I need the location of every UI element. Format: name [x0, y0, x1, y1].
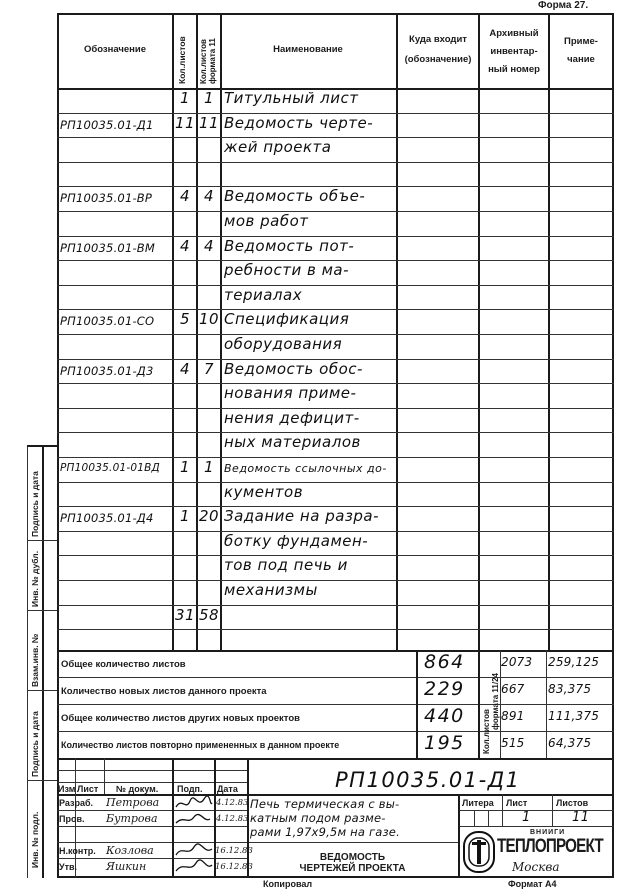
row-name: Ведомость ссылочных до-	[224, 462, 387, 475]
row-code: РП10035.01-СО	[60, 314, 155, 329]
tb-designation: РП10035.01-Д1	[335, 768, 521, 792]
summary-f1: 667	[501, 682, 525, 696]
col-naimenovanie: Наименование	[273, 44, 343, 55]
row-name: Ведомость обос-	[224, 359, 363, 378]
margin-podpis-data-1: Подпись и дата	[30, 471, 40, 537]
row-listov-formata: 4	[203, 236, 215, 255]
row-name: териалах	[224, 285, 303, 304]
form-label: Форма 27.	[538, 0, 589, 11]
row-listov-formata: 1	[203, 89, 215, 107]
row-name: мов работ	[224, 212, 309, 230]
tb-col-dokum: № докум.	[116, 784, 159, 794]
tb-doc-title-1: ВЕДОМОСТЬ	[319, 852, 386, 863]
teploproekt-logo-icon	[462, 830, 496, 874]
row-name: оборудования	[224, 335, 343, 353]
tb-doc-title-2: ЧЕРТЕЖЕЙ ПРОЕКТА	[299, 863, 406, 874]
margin-strip-inner	[27, 445, 28, 878]
row-listov-formata: 20	[198, 507, 220, 526]
summary-formata: формата 11/24	[491, 673, 500, 730]
summary-label: Общее количество листов других новых проектов	[61, 713, 300, 724]
summary-label: Количество листов повторно примененных в данном проекте	[61, 740, 340, 750]
summary-value: 440	[424, 705, 465, 727]
tb-n-kontr-label: Н.контр.	[59, 846, 96, 856]
row-name: Титульный лист	[224, 89, 359, 107]
row-listov-formata: 7	[203, 359, 215, 378]
tb-org-city: Москва	[512, 860, 560, 874]
row-code: РП10035.01-ВМ	[60, 240, 156, 255]
row-code: РП10035.01-01ВД	[60, 462, 160, 474]
tb-prov-label: Пров.	[59, 814, 85, 824]
row-name: Ведомость пот-	[224, 236, 355, 255]
tb-prov-name: Бутрова	[106, 812, 158, 825]
tb-org-top: ВНИИГИ	[530, 829, 566, 836]
row-name: Ведомость черте-	[224, 113, 374, 132]
tb-org-name: ТЕПЛОПРОЕКТ	[497, 836, 603, 857]
tb-utv-name: Яшкин	[106, 860, 147, 873]
summary-value: 229	[424, 678, 465, 700]
row-listov-formata: 1	[203, 458, 215, 476]
row-listov-formata: 4	[203, 187, 215, 206]
summary-f2: 111,375	[548, 709, 600, 723]
col-kuda-vhodit-1: Куда входит	[409, 34, 467, 45]
row-listov-formata: 11	[198, 113, 220, 132]
margin-vzam-inv: Взам.инв. №	[30, 633, 40, 687]
tb-list-label: Лист	[506, 798, 528, 808]
tb-listov-value: 11	[572, 810, 590, 825]
tb-razrab-label: Разраб.	[59, 798, 94, 808]
margin-inv-dubl: Инв. № дубл.	[30, 550, 40, 607]
tb-razrab-name: Петрова	[106, 796, 160, 809]
tb-utv-date: 16.12.83	[215, 862, 253, 872]
tb-col-data: Дата	[217, 784, 238, 794]
summary-f1: 2073	[501, 655, 533, 669]
row-listov: 4	[179, 236, 191, 255]
tb-list-value: 1	[522, 810, 531, 825]
row-listov: 11	[174, 113, 196, 132]
row-listov: 4	[179, 187, 191, 206]
summary-f1: 515	[501, 736, 525, 750]
row-name: тов под печь и	[224, 556, 348, 575]
row-code: РП10035.01-Д3	[60, 363, 154, 378]
col-kol-listov-formata: Кол.листов формата 11	[199, 38, 217, 84]
row-code: РП10035.01-Д4	[60, 511, 154, 526]
footer-kopiroval: Копировал	[263, 879, 313, 889]
tb-object-1: Печь термическая с вы-	[250, 797, 400, 811]
row-name: Спецификация	[224, 310, 350, 329]
row-listov-formata: 10	[198, 310, 220, 329]
col-arhiv-1: Архивный	[489, 28, 539, 39]
summary-label: Количество новых листов данного проекта	[61, 686, 267, 697]
row-listov: 5	[179, 310, 191, 329]
tb-listov-label: Листов	[556, 798, 589, 808]
row-code: РП10035.01-ВР	[60, 191, 153, 206]
summary-kol-listov: Кол.листов	[482, 709, 491, 754]
tb-razrab-date: 4.12.83	[216, 798, 249, 808]
col-primechanie-1: Приме-	[564, 36, 598, 47]
tb-object-2: катным подом разме-	[250, 811, 386, 825]
summary-label: Общее количество листов	[61, 659, 186, 670]
col-arhiv-2: инвентар-	[490, 46, 538, 57]
row-listov-formata: 58	[198, 605, 220, 624]
row-code: РП10035.01-Д1	[60, 117, 154, 132]
margin-inv-podl: Инв. № подл.	[30, 811, 40, 868]
summary-f2: 83,375	[548, 682, 592, 696]
summary-f2: 64,375	[548, 736, 592, 750]
row-name: механизмы	[224, 581, 318, 599]
summary-f1: 891	[501, 709, 525, 723]
row-name: ных материалов	[224, 433, 361, 452]
row-listov: 1	[179, 458, 191, 476]
col-primechanie-2: чание	[567, 54, 595, 65]
row-name: ребности в ма-	[224, 261, 350, 280]
signatures-graphic	[174, 795, 214, 875]
row-listov: 1	[179, 507, 191, 526]
col-arhiv-3: ный номер	[488, 64, 540, 75]
row-name: Ведомость объе-	[224, 187, 366, 206]
row-listov: 31	[174, 605, 196, 624]
tb-col-podp: Подп.	[177, 784, 203, 794]
col-kuda-vhodit-2: (обозначение)	[404, 54, 472, 65]
tb-utv-label: Утв.	[59, 862, 78, 872]
margin-podpis-data-2: Подпись и дата	[30, 711, 40, 777]
tb-n-kontr-date: 16.12.83	[215, 846, 253, 856]
summary-value: 195	[424, 732, 465, 754]
tb-n-kontr-name: Козлова	[106, 844, 154, 857]
margin-strip-outer	[42, 445, 44, 878]
footer-format: Формат А4	[508, 879, 557, 889]
row-name: Задание на разра-	[224, 507, 380, 526]
summary-f2: 259,125	[548, 655, 600, 669]
row-name: нения дефицит-	[224, 408, 360, 427]
tb-object-3: рами 1,97х9,5м на газе.	[250, 825, 400, 839]
margin-strip-top	[27, 445, 57, 447]
col-kol-listov: Кол.листов	[177, 36, 187, 84]
summary-value: 864	[424, 651, 465, 673]
row-name: нования приме-	[224, 384, 357, 403]
row-name: ботку фундамен-	[224, 531, 369, 550]
row-name: жей проекта	[224, 138, 332, 157]
tb-col-list: Лист	[77, 784, 99, 794]
col-oboznachenie: Обозначение	[83, 44, 147, 55]
tb-prov-date: 4.12.83	[216, 814, 249, 824]
tb-col-izm: Изм	[58, 784, 76, 794]
row-name: кументов	[224, 482, 304, 501]
row-listov: 4	[179, 359, 191, 378]
tb-litera-label: Литера	[462, 798, 494, 808]
row-listov: 1	[179, 89, 191, 107]
